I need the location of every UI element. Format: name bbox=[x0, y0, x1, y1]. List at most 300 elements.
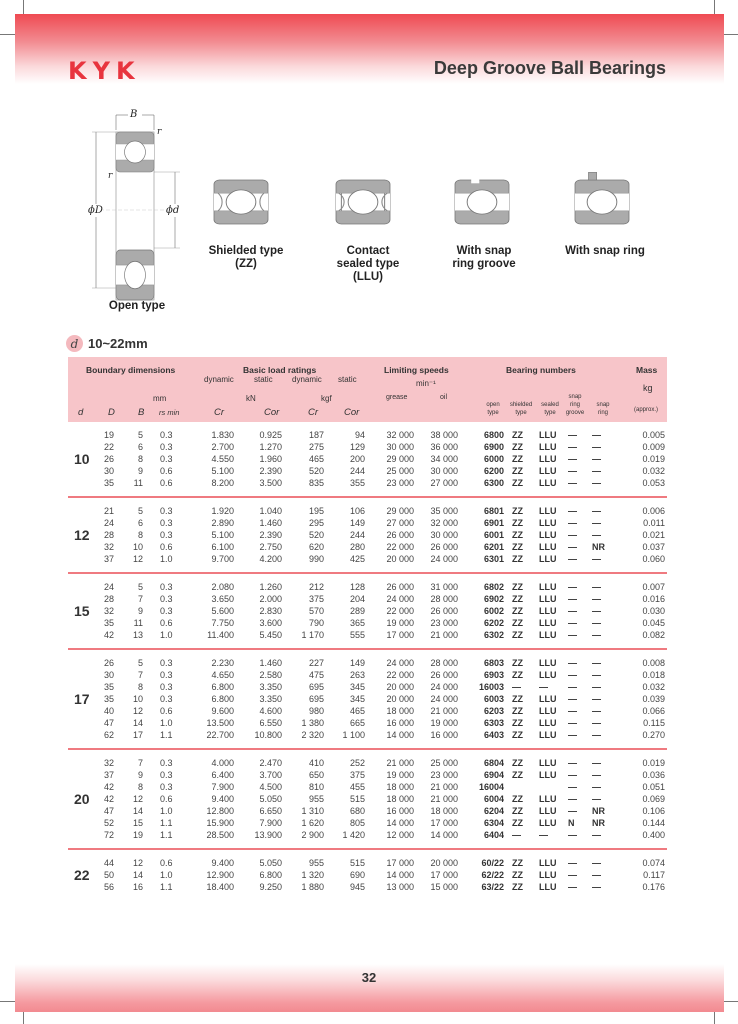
cell-B: 6 bbox=[137, 518, 143, 528]
header-load-ratings: Basic load ratings bbox=[243, 365, 317, 375]
cell-r: 0.3 bbox=[160, 506, 173, 516]
cell-Cr-kgf: 410 bbox=[308, 758, 324, 768]
cell-Cor-kgf: 289 bbox=[349, 606, 365, 616]
cell-grease: 14 000 bbox=[386, 730, 414, 740]
cell-mass: 0.018 bbox=[642, 670, 665, 680]
cell-D: 26 bbox=[103, 658, 114, 668]
cell-Cor-kgf: 665 bbox=[349, 718, 365, 728]
cell-Cr-kgf: 187 bbox=[308, 430, 324, 440]
table-row bbox=[68, 466, 667, 478]
cell-Cr-kN: 6.800 bbox=[211, 694, 234, 704]
cell-B: 9 bbox=[137, 466, 143, 476]
cell-open-type: 6303 bbox=[483, 718, 504, 728]
cell-shielded: ZZ bbox=[512, 706, 523, 716]
cell-snap-groove: — bbox=[568, 618, 577, 628]
cell-open-type: 6404 bbox=[483, 830, 504, 840]
cell-Cr-kgf: 295 bbox=[308, 518, 324, 528]
cell-B: 9 bbox=[137, 606, 143, 616]
table-header bbox=[68, 357, 667, 422]
cell-open-type: 6304 bbox=[483, 818, 504, 828]
cell-Cr-kgf: 520 bbox=[308, 466, 324, 476]
cell-mass: 0.176 bbox=[642, 882, 665, 892]
cell-snap-groove: — bbox=[568, 830, 577, 840]
cell-Cor-kN: 2.000 bbox=[259, 594, 282, 604]
brand-logo: KYK bbox=[68, 57, 141, 85]
cell-mass: 0.069 bbox=[642, 794, 665, 804]
cell-Cr-kgf: 475 bbox=[308, 670, 324, 680]
cell-Cr-kgf: 1 880 bbox=[301, 882, 324, 892]
cell-snap-groove: — bbox=[568, 870, 577, 880]
cell-B: 8 bbox=[137, 682, 143, 692]
cell-grease: 20 000 bbox=[386, 554, 414, 564]
cell-r: 1.0 bbox=[160, 554, 173, 564]
cell-oil: 30 000 bbox=[430, 530, 458, 540]
cell-oil: 20 000 bbox=[430, 858, 458, 868]
cell-Cor-kN: 1.040 bbox=[259, 506, 282, 516]
cell-Cr-kgf: 620 bbox=[308, 542, 324, 552]
cell-sealed: LLU bbox=[539, 530, 557, 540]
cell-open-type: 6004 bbox=[483, 794, 504, 804]
cell-Cr-kgf: 955 bbox=[308, 794, 324, 804]
cell-open-type: 6302 bbox=[483, 630, 504, 640]
cell-shielded: — bbox=[512, 830, 521, 840]
cell-oil: 21 000 bbox=[430, 794, 458, 804]
cell-r: 1.1 bbox=[160, 818, 173, 828]
cell-Cr-kN: 6.100 bbox=[211, 542, 234, 552]
cell-open-type: 6802 bbox=[483, 582, 504, 592]
cell-D: 44 bbox=[103, 858, 114, 868]
page-title: Deep Groove Ball Bearings bbox=[433, 58, 666, 78]
cell-snap-ring: — bbox=[592, 478, 601, 488]
snap-ring-diagram bbox=[575, 172, 629, 224]
cell-mass: 0.400 bbox=[642, 830, 665, 840]
cell-oil: 21 000 bbox=[430, 630, 458, 640]
cell-D: 50 bbox=[103, 870, 114, 880]
cell-oil: 21 000 bbox=[430, 706, 458, 716]
cell-snap-groove: — bbox=[568, 582, 577, 592]
cell-oil: 16 000 bbox=[430, 730, 458, 740]
cell-snap-groove: — bbox=[568, 670, 577, 680]
cell-snap-ring: — bbox=[592, 658, 601, 668]
table-row bbox=[68, 782, 667, 794]
cell-Cor-kgf: 1 420 bbox=[342, 830, 365, 840]
cell-grease: 16 000 bbox=[386, 806, 414, 816]
cell-Cr-kgf: 980 bbox=[308, 706, 324, 716]
cell-mass: 0.036 bbox=[642, 770, 665, 780]
cell-Cor-kN: 13.900 bbox=[254, 830, 282, 840]
cell-Cr-kN: 9.700 bbox=[211, 554, 234, 564]
cell-open-type: 62/22 bbox=[481, 870, 504, 880]
cell-snap-ring: — bbox=[592, 466, 601, 476]
bore-group bbox=[68, 498, 667, 574]
cell-snap-ring: NR bbox=[592, 542, 605, 552]
cell-sealed: LLU bbox=[539, 430, 557, 440]
cell-B: 19 bbox=[132, 830, 143, 840]
cell-snap-groove: — bbox=[568, 530, 577, 540]
cell-grease: 22 000 bbox=[386, 542, 414, 552]
cell-shielded: ZZ bbox=[512, 618, 523, 628]
cell-Cor-kN: 2.390 bbox=[259, 466, 282, 476]
cell-shielded: ZZ bbox=[512, 794, 523, 804]
cell-snap-ring: — bbox=[592, 606, 601, 616]
header-static: static bbox=[338, 375, 357, 384]
cell-snap-groove: — bbox=[568, 858, 577, 868]
cell-snap-ring: — bbox=[592, 858, 601, 868]
cell-mass: 0.008 bbox=[642, 658, 665, 668]
cell-r: 0.3 bbox=[160, 442, 173, 452]
unit-kgf: kgf bbox=[321, 394, 332, 403]
cell-r: 0.6 bbox=[160, 858, 173, 868]
cell-D: 30 bbox=[103, 670, 114, 680]
cell-Cor-kgf: 252 bbox=[349, 758, 365, 768]
cell-B: 8 bbox=[137, 530, 143, 540]
cell-r: 0.6 bbox=[160, 478, 173, 488]
table-row bbox=[68, 882, 667, 894]
cell-snap-ring: — bbox=[592, 782, 601, 792]
unit-mm: mm bbox=[153, 394, 167, 403]
cell-sealed: LLU bbox=[539, 594, 557, 604]
cell-open-type: 6800 bbox=[483, 430, 504, 440]
cell-grease: 27 000 bbox=[386, 518, 414, 528]
cell-Cr-kgf: 465 bbox=[308, 454, 324, 464]
cell-mass: 0.011 bbox=[643, 518, 665, 528]
header-bearing-numbers: Bearing numbers bbox=[506, 365, 576, 375]
table-row bbox=[68, 454, 667, 466]
cell-mass: 0.270 bbox=[642, 730, 665, 740]
crop-mark bbox=[0, 1001, 16, 1002]
cell-D: 24 bbox=[103, 582, 114, 592]
col-outer-d: D bbox=[108, 407, 115, 418]
cell-sealed: LLU bbox=[539, 670, 557, 680]
cell-Cr-kN: 13.500 bbox=[206, 718, 234, 728]
table-row bbox=[68, 618, 667, 630]
cell-oil: 35 000 bbox=[430, 506, 458, 516]
cell-grease: 16 000 bbox=[386, 718, 414, 728]
cell-Cr-kN: 15.900 bbox=[206, 818, 234, 828]
cell-Cor-kN: 2.470 bbox=[259, 758, 282, 768]
table-row bbox=[68, 518, 667, 530]
col-b: B bbox=[138, 407, 145, 418]
cell-Cor-kgf: 280 bbox=[349, 542, 365, 552]
cell-Cr-kN: 5.100 bbox=[211, 466, 234, 476]
cell-mass: 0.019 bbox=[642, 758, 665, 768]
cell-sealed: LLU bbox=[539, 542, 557, 552]
cell-B: 16 bbox=[132, 882, 143, 892]
cell-B: 14 bbox=[132, 718, 143, 728]
cell-open-type: 6301 bbox=[483, 554, 504, 564]
cell-Cr-kN: 28.500 bbox=[206, 830, 234, 840]
cell-sealed: LLU bbox=[539, 618, 557, 628]
cell-r: 0.6 bbox=[160, 794, 173, 804]
cell-mass: 0.030 bbox=[642, 606, 665, 616]
cell-r: 1.1 bbox=[160, 730, 173, 740]
cell-open-type: 16003 bbox=[478, 682, 504, 692]
unit-kg: kg bbox=[643, 383, 653, 393]
table-row bbox=[68, 694, 667, 706]
cell-oil: 27 000 bbox=[430, 478, 458, 488]
cell-Cor-kgf: 1 100 bbox=[342, 730, 365, 740]
dim-r-label: r bbox=[157, 127, 162, 137]
cell-open-type: 6000 bbox=[483, 454, 504, 464]
cell-shielded: ZZ bbox=[512, 518, 523, 528]
unit-min: min⁻¹ bbox=[416, 379, 436, 388]
cell-D: 47 bbox=[103, 718, 114, 728]
bore-group bbox=[68, 422, 667, 498]
cell-r: 1.0 bbox=[160, 718, 173, 728]
col-cr-kn: Cr bbox=[214, 407, 225, 418]
cell-snap-ring: — bbox=[592, 694, 601, 704]
cell-sealed: LLU bbox=[539, 658, 557, 668]
cell-sealed: LLU bbox=[539, 630, 557, 640]
cell-r: 0.3 bbox=[160, 770, 173, 780]
snap-ring-groove-diagram bbox=[455, 179, 509, 224]
cell-sealed: LLU bbox=[539, 518, 557, 528]
cell-Cr-kN: 22.700 bbox=[206, 730, 234, 740]
bore-diameter: 10 bbox=[74, 451, 90, 467]
cell-mass: 0.007 bbox=[642, 582, 665, 592]
cell-Cr-kgf: 570 bbox=[308, 606, 324, 616]
cell-shielded: ZZ bbox=[512, 530, 523, 540]
cell-grease: 25 000 bbox=[386, 466, 414, 476]
cell-sealed: LLU bbox=[539, 758, 557, 768]
table-row bbox=[68, 806, 667, 818]
header-dynamic: dynamic bbox=[292, 375, 322, 384]
table-row bbox=[68, 830, 667, 842]
cell-Cr-kN: 4.550 bbox=[211, 454, 234, 464]
cell-shielded: ZZ bbox=[512, 718, 523, 728]
cell-Cor-kN: 5.050 bbox=[259, 858, 282, 868]
cell-B: 8 bbox=[137, 454, 143, 464]
cell-Cor-kgf: 515 bbox=[349, 858, 365, 868]
cell-snap-ring: — bbox=[592, 870, 601, 880]
cell-open-type: 6902 bbox=[483, 594, 504, 604]
cell-sealed: LLU bbox=[539, 858, 557, 868]
cell-mass: 0.053 bbox=[642, 478, 665, 488]
cell-mass: 0.016 bbox=[642, 594, 665, 604]
cell-Cor-kN: 10.800 bbox=[254, 730, 282, 740]
shielded-type-label: Shielded type (ZZ) bbox=[208, 245, 284, 270]
cell-D: 42 bbox=[103, 782, 114, 792]
cell-shielded: ZZ bbox=[512, 882, 523, 892]
cell-B: 10 bbox=[132, 542, 143, 552]
cell-Cr-kN: 1.920 bbox=[211, 506, 234, 516]
cell-D: 37 bbox=[103, 554, 114, 564]
cell-Cor-kN: 1.270 bbox=[259, 442, 282, 452]
cell-Cr-kgf: 2 320 bbox=[301, 730, 324, 740]
cell-snap-ring: — bbox=[592, 518, 601, 528]
cell-snap-ring: NR bbox=[592, 806, 605, 816]
cell-shielded: ZZ bbox=[512, 730, 523, 740]
cell-r: 1.0 bbox=[160, 630, 173, 640]
open-type-label: Open type bbox=[108, 300, 166, 312]
cell-Cor-kgf: 345 bbox=[349, 694, 365, 704]
cell-r: 0.6 bbox=[160, 466, 173, 476]
cell-oil: 31 000 bbox=[430, 582, 458, 592]
cell-B: 9 bbox=[137, 770, 143, 780]
cell-snap-groove: N bbox=[568, 818, 575, 828]
cell-snap-ring: — bbox=[592, 554, 601, 564]
bore-range-text: 10~22mm bbox=[88, 336, 148, 351]
cell-Cr-kN: 5.100 bbox=[211, 530, 234, 540]
cell-sealed: LLU bbox=[539, 706, 557, 716]
cell-Cr-kgf: 1 170 bbox=[301, 630, 324, 640]
cell-sealed: LLU bbox=[539, 730, 557, 740]
cell-mass: 0.032 bbox=[642, 466, 665, 476]
cell-oil: 30 000 bbox=[430, 466, 458, 476]
table-row bbox=[68, 770, 667, 782]
cell-grease: 26 000 bbox=[386, 582, 414, 592]
cell-snap-ring: — bbox=[592, 630, 601, 640]
bore-diameter: 15 bbox=[74, 603, 90, 619]
cell-open-type: 63/22 bbox=[481, 882, 504, 892]
cell-snap-groove: — bbox=[568, 694, 577, 704]
cell-sealed: LLU bbox=[539, 582, 557, 592]
cell-oil: 32 000 bbox=[430, 518, 458, 528]
cell-open-type: 6203 bbox=[483, 706, 504, 716]
cell-open-type: 6201 bbox=[483, 542, 504, 552]
cell-r: 0.3 bbox=[160, 670, 173, 680]
cell-Cor-kN: 7.900 bbox=[259, 818, 282, 828]
cell-shielded: — bbox=[512, 682, 521, 692]
cell-D: 35 bbox=[103, 682, 114, 692]
cell-sealed: LLU bbox=[539, 794, 557, 804]
cell-r: 0.3 bbox=[160, 518, 173, 528]
cell-mass: 0.060 bbox=[642, 554, 665, 564]
cell-grease: 20 000 bbox=[386, 694, 414, 704]
header-oil: oil bbox=[440, 394, 448, 401]
cell-shielded: ZZ bbox=[512, 466, 523, 476]
cell-open-type: 6002 bbox=[483, 606, 504, 616]
cell-shielded: ZZ bbox=[512, 454, 523, 464]
cell-snap-groove: — bbox=[568, 506, 577, 516]
cell-Cr-kN: 4.650 bbox=[211, 670, 234, 680]
cell-D: 42 bbox=[103, 630, 114, 640]
dim-b-label: B bbox=[130, 109, 138, 120]
cell-snap-ring: — bbox=[592, 794, 601, 804]
cell-open-type: 16004 bbox=[478, 782, 504, 792]
cell-Cor-kgf: 149 bbox=[349, 658, 365, 668]
cell-Cr-kN: 6.800 bbox=[211, 682, 234, 692]
cell-B: 7 bbox=[137, 758, 143, 768]
cell-B: 5 bbox=[137, 430, 143, 440]
cell-Cor-kgf: 805 bbox=[349, 818, 365, 828]
bore-group bbox=[68, 574, 667, 650]
cell-Cor-kN: 3.500 bbox=[259, 478, 282, 488]
cell-D: 22 bbox=[103, 442, 114, 452]
cell-B: 7 bbox=[137, 594, 143, 604]
cell-Cr-kN: 2.080 bbox=[211, 582, 234, 592]
cell-oil: 15 000 bbox=[430, 882, 458, 892]
col-r: rs min bbox=[159, 408, 180, 417]
cell-shielded: ZZ bbox=[512, 870, 523, 880]
cell-B: 11 bbox=[133, 478, 143, 488]
table-row bbox=[68, 730, 667, 742]
table-row bbox=[68, 718, 667, 730]
cell-grease: 29 000 bbox=[386, 454, 414, 464]
cell-Cr-kN: 7.750 bbox=[211, 618, 234, 628]
cell-sealed: LLU bbox=[539, 454, 557, 464]
cell-grease: 21 000 bbox=[386, 758, 414, 768]
cell-sealed: LLU bbox=[539, 478, 557, 488]
cell-oil: 18 000 bbox=[430, 806, 458, 816]
cell-Cr-kN: 7.900 bbox=[211, 782, 234, 792]
cell-mass: 0.039 bbox=[642, 694, 665, 704]
cell-Cr-kN: 4.000 bbox=[211, 758, 234, 768]
cell-Cr-kN: 2.230 bbox=[211, 658, 234, 668]
header-limiting-speeds: Limiting speeds bbox=[384, 365, 449, 375]
cell-Cor-kN: 4.200 bbox=[259, 554, 282, 564]
header-static: static bbox=[254, 375, 273, 384]
cell-r: 0.6 bbox=[160, 706, 173, 716]
cell-shielded: ZZ bbox=[512, 670, 523, 680]
cell-Cr-kN: 9.400 bbox=[211, 858, 234, 868]
cell-snap-groove: — bbox=[568, 794, 577, 804]
cell-D: 42 bbox=[103, 794, 114, 804]
cell-r: 0.3 bbox=[160, 594, 173, 604]
bore-badge: d bbox=[66, 335, 83, 352]
cell-r: 0.3 bbox=[160, 758, 173, 768]
cell-snap-ring: — bbox=[592, 506, 601, 516]
cell-snap-groove: — bbox=[568, 454, 577, 464]
dim-bore-diameter-label: ϕd bbox=[166, 205, 180, 216]
table-row bbox=[68, 442, 667, 454]
cell-snap-ring: — bbox=[592, 758, 601, 768]
cell-B: 17 bbox=[132, 730, 143, 740]
cell-open-type: 6804 bbox=[483, 758, 504, 768]
cell-grease: 29 000 bbox=[386, 506, 414, 516]
header-mass: Mass bbox=[636, 365, 658, 375]
cell-open-type: 6003 bbox=[483, 694, 504, 704]
cell-Cor-kgf: 106 bbox=[349, 506, 365, 516]
cell-mass: 0.066 bbox=[642, 706, 665, 716]
table-row bbox=[68, 594, 667, 606]
cell-snap-groove: — bbox=[568, 682, 577, 692]
bearing-table-body bbox=[68, 422, 667, 900]
cell-shielded: ZZ bbox=[512, 806, 523, 816]
table-row bbox=[68, 794, 667, 806]
cell-Cr-kgf: 1 310 bbox=[301, 806, 324, 816]
table-row bbox=[68, 682, 667, 694]
table-row bbox=[68, 758, 667, 770]
bore-diameter: 20 bbox=[74, 791, 90, 807]
cell-sealed: LLU bbox=[539, 806, 557, 816]
cell-shielded: ZZ bbox=[512, 818, 523, 828]
cell-mass: 0.037 bbox=[642, 542, 665, 552]
cell-mass: 0.006 bbox=[642, 506, 665, 516]
cell-oil: 26 000 bbox=[430, 606, 458, 616]
crop-mark bbox=[722, 1001, 738, 1002]
cell-grease: 17 000 bbox=[386, 858, 414, 868]
cell-grease: 19 000 bbox=[386, 618, 414, 628]
cell-snap-ring: — bbox=[592, 582, 601, 592]
cell-grease: 32 000 bbox=[386, 430, 414, 440]
cell-Cor-kN: 2.390 bbox=[259, 530, 282, 540]
cell-Cr-kgf: 195 bbox=[308, 506, 324, 516]
cell-snap-ring: — bbox=[592, 882, 601, 892]
col-cor-kgf: Cor bbox=[344, 407, 360, 418]
cell-r: 0.3 bbox=[160, 694, 173, 704]
cell-snap-ring: NR bbox=[592, 818, 605, 828]
sealed-type-diagram bbox=[336, 180, 390, 224]
cell-Cor-kN: 1.960 bbox=[259, 454, 282, 464]
cell-shielded: ZZ bbox=[512, 478, 523, 488]
cell-sealed: LLU bbox=[539, 818, 557, 828]
cell-Cr-kgf: 835 bbox=[308, 478, 324, 488]
cell-mass: 0.019 bbox=[642, 454, 665, 464]
table-row bbox=[68, 554, 667, 566]
cell-r: 0.3 bbox=[160, 606, 173, 616]
bore-size-range bbox=[66, 335, 148, 352]
